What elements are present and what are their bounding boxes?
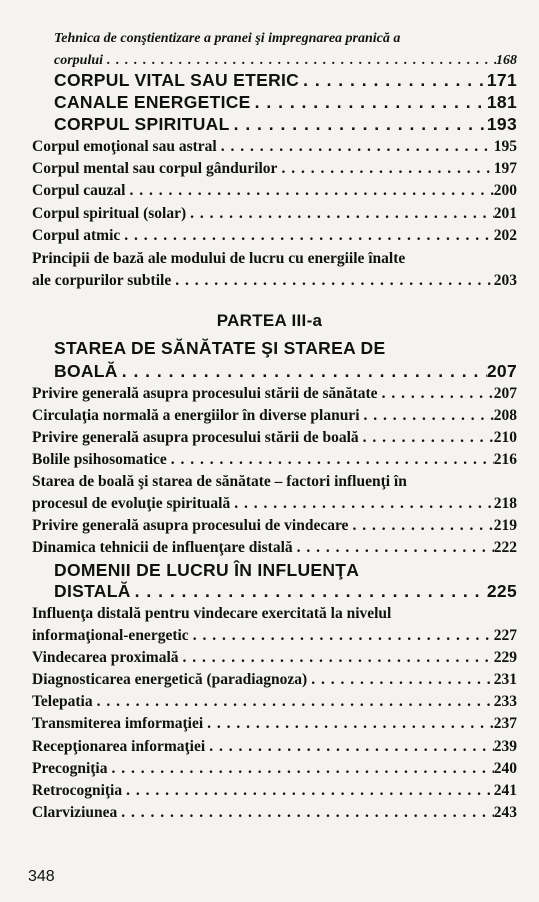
leader-dots: [217, 137, 494, 157]
toc-entry-page: 241: [493, 782, 517, 799]
toc-entry-page: 237: [493, 715, 517, 732]
toc-entry-title: CANALE ENERGETICE: [54, 92, 251, 112]
toc-entry-title: Corpul emoţional sau astral: [32, 138, 217, 155]
toc-entry-title: CORPUL SPIRITUAL: [54, 114, 230, 134]
leader-dots: [203, 714, 494, 734]
toc-entry: [32, 516, 517, 536]
toc-entry: [32, 406, 517, 426]
toc-entry: [54, 51, 517, 71]
toc-entry-page: 201: [493, 205, 517, 222]
toc-entry-page: 231: [493, 671, 517, 688]
toc-entry-title: Retrocogniţia: [32, 782, 123, 799]
toc-entry: [32, 626, 517, 646]
toc-entry-title: CORPUL VITAL SAU ETERIC: [54, 70, 300, 90]
toc-entry-title: Telepatia: [32, 693, 93, 710]
toc-entry-page: 208: [493, 407, 517, 424]
toc-entry: [32, 450, 517, 470]
leader-dots: [230, 114, 487, 134]
toc-entry: [54, 581, 517, 601]
toc-entry-title: DISTALĂ: [54, 581, 131, 601]
toc-entry-title: Privire generală asupra procesului de vindecare: [32, 517, 349, 534]
toc-entry: [54, 70, 517, 90]
toc-entry-page: 195: [493, 138, 517, 155]
toc-entry-title: Corpul cauzal: [32, 182, 126, 199]
toc-entry-page: 200: [493, 182, 517, 199]
leader-dots: [251, 92, 487, 112]
toc-entry-page: 229: [493, 649, 517, 666]
leader-dots: [186, 204, 494, 224]
toc-entry-title: Transmiterea imformaţiei: [32, 715, 204, 732]
toc-entry: [32, 181, 517, 201]
toc-entry: [54, 92, 517, 112]
toc-entry-page: 216: [493, 451, 517, 468]
toc-entry-page: 239: [493, 738, 517, 755]
toc-entry-page: 181: [486, 92, 517, 112]
leader-dots: [307, 670, 494, 690]
leader-dots: [171, 271, 494, 291]
toc-entry-page: 207: [493, 385, 517, 402]
toc-entry-page: 210: [493, 429, 517, 446]
leader-dots: [348, 516, 493, 536]
toc-entry-page: 227: [493, 627, 517, 644]
toc-entry-title-line: Principii de bază ale modului de lucru cu energiile înalte: [32, 250, 406, 267]
toc-entry: [54, 114, 517, 134]
toc-entry: [32, 159, 517, 179]
toc-entry-title: Clarviziunea: [32, 804, 118, 821]
leader-dots: [125, 181, 493, 201]
toc-entry: [32, 670, 517, 690]
part-heading: PARTEA III-a: [216, 311, 323, 330]
leader-dots: [179, 648, 494, 668]
leader-dots: [277, 159, 493, 179]
toc-entry-page: 168: [496, 53, 517, 68]
toc-entry-page: 225: [486, 581, 517, 601]
toc-entry: [32, 803, 517, 823]
leader-dots: [360, 406, 494, 426]
toc-entry-page: 240: [493, 760, 517, 777]
toc-entry-page: 203: [493, 272, 517, 289]
toc-entry-page: 197: [493, 160, 517, 177]
toc-entry-page: 218: [493, 495, 517, 512]
toc-entry: [32, 494, 517, 514]
toc-entry: [54, 361, 517, 381]
leader-dots: [107, 759, 493, 779]
leader-dots: [122, 781, 494, 801]
toc-entry-title-line: DOMENII DE LUCRU ÎN INFLUENŢA: [54, 560, 360, 580]
toc-entry-title: informaţional-energetic: [32, 627, 189, 644]
leader-dots: [299, 70, 487, 90]
toc-entry-title: Corpul mental sau corpul gândurilor: [32, 160, 278, 177]
toc-entry-title: Vindecarea proximală: [32, 649, 179, 666]
leader-dots: [167, 450, 494, 470]
toc-entry-title: Diagnosticarea energetică (paradiagnoza): [32, 671, 308, 688]
leader-dots: [359, 428, 494, 448]
toc-entry-title-line: Tehnica de conştientizare a pranei şi impregnarea pranică a: [54, 31, 401, 46]
toc-entry-page: 233: [493, 693, 517, 710]
toc-entry-title: Precogniţia: [32, 760, 108, 777]
toc-entry: [32, 737, 517, 757]
toc-entry-page: 171: [486, 70, 517, 90]
toc-entry-title: Privire generală asupra procesului stării de boală: [32, 429, 359, 446]
toc-entry: [32, 781, 517, 801]
leader-dots: [189, 626, 494, 646]
leader-dots: [378, 384, 494, 404]
leader-dots: [131, 581, 487, 601]
toc-entry-title-line: STAREA DE SĂNĂTATE ŞI STAREA DE: [54, 338, 386, 358]
toc-entry-page: 243: [493, 804, 517, 821]
toc-entry: [32, 714, 517, 734]
toc-entry: [32, 271, 517, 291]
toc-entry-title: BOALĂ: [54, 361, 118, 381]
toc-entry: [32, 137, 517, 157]
toc-entry-page: 222: [493, 539, 517, 556]
toc-entry-title: Corpul spiritual (solar): [32, 205, 187, 222]
toc-entry: [32, 692, 517, 712]
toc-entry-page: 202: [493, 227, 517, 244]
toc-entry-title: Recepţionarea informaţiei: [32, 738, 206, 755]
toc-entry: [32, 428, 517, 448]
page-number: 348: [28, 868, 55, 885]
leader-dots: [205, 737, 494, 757]
toc-entry: [32, 759, 517, 779]
toc-entry-title-line: Starea de boală şi starea de sănătate – factori influenţi în: [32, 473, 407, 490]
toc-entry: [32, 226, 517, 246]
toc-entry-title: Corpul atmic: [32, 227, 121, 244]
toc-entry-page: 219: [493, 517, 517, 534]
toc-entry-title: Bolile psihosomatice: [32, 451, 167, 468]
toc-entry-title: Dinamica tehnicii de influenţare distală: [32, 539, 293, 556]
leader-dots: [118, 361, 487, 381]
toc-entry-title: corpului: [54, 53, 104, 68]
leader-dots: [293, 538, 494, 558]
toc-entry-title: Circulaţia normală a energiilor în diverse planuri: [32, 407, 360, 424]
toc-entry-page: 207: [486, 361, 517, 381]
toc-entry-title: Privire generală asupra procesului stării de sănătate: [32, 385, 378, 402]
toc-entry: [32, 648, 517, 668]
leader-dots: [103, 51, 496, 71]
leader-dots: [93, 692, 494, 712]
leader-dots: [117, 803, 494, 823]
leader-dots: [120, 226, 493, 246]
toc-entry: [32, 384, 517, 404]
toc-entry: [32, 538, 517, 558]
toc-entry: [32, 204, 517, 224]
toc-entry-title-line: Influenţa distală pentru vindecare exercitată la nivelul: [32, 605, 392, 622]
leader-dots: [230, 494, 494, 514]
toc-entry-title: ale corpurilor subtile: [32, 272, 172, 289]
toc-entry-page: 193: [486, 114, 517, 134]
toc-entry-title: procesul de evoluţie spirituală: [32, 495, 231, 512]
